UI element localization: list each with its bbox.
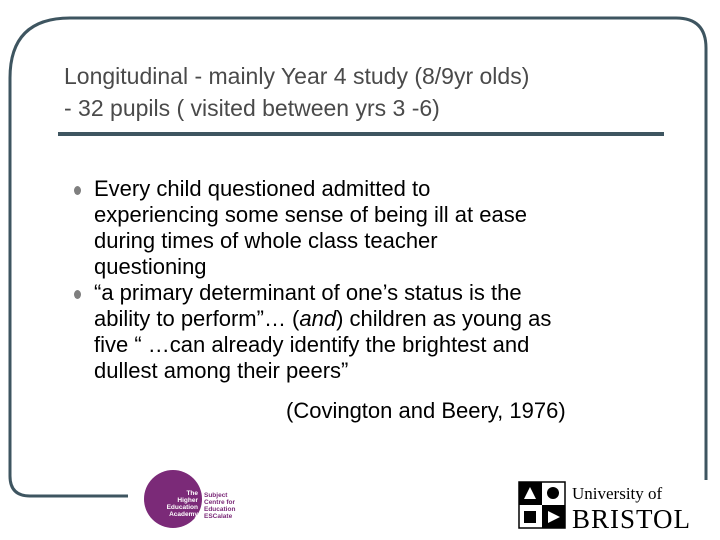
bristol-text: BRISTOL [572, 504, 692, 534]
university-of-text: University of [572, 484, 663, 503]
hea-subject-centre [204, 492, 235, 520]
university-of-bristol-logo [518, 481, 692, 534]
hea-line-2: Higher [177, 497, 198, 504]
bristol-crest-icon [518, 481, 566, 529]
higher-education-academy-logo [144, 470, 244, 530]
slide-title [64, 60, 674, 124]
hea-side-line-2: Centre for [204, 499, 236, 506]
hea-line-4: Academy [169, 511, 198, 518]
bullet-2-line-2 [94, 306, 674, 332]
title-line-2: - 32 pupils ( visited between yrs 3 -6) [64, 95, 440, 121]
bullet-1-line-2: experiencing some sense of being ill at ease [94, 202, 527, 227]
bullet-2-line-2-b: ) children as young as [336, 306, 552, 331]
hea-line-3: Education [166, 504, 198, 511]
bullet-item-1 [74, 176, 674, 280]
bullet-2-line-4: dullest among their peers” [94, 358, 349, 383]
hea-side-line-4: ESCalate [204, 513, 233, 520]
bullet-2-line-1: “a primary determinant of one’s status is the [94, 280, 522, 305]
title-divider [58, 132, 664, 136]
hea-side-line-1: Subject [204, 492, 228, 499]
hea-side-line-3: Education [204, 506, 236, 513]
bullet-item-2 [74, 280, 674, 384]
bullet-1-line-3: during times of whole class teacher [94, 228, 438, 253]
bullet-2-emphasis: and [299, 306, 337, 331]
bullet-1-line-1: Every child questioned admitted to [94, 176, 431, 201]
bullet-2-line-2-a: ability to perform”… ( [94, 306, 300, 331]
title-line-1: Longitudinal - mainly Year 4 study (8/9yr olds) [64, 63, 530, 89]
bullet-dot-icon [74, 290, 81, 299]
citation: (Covington and Beery, 1976) [286, 398, 566, 423]
hea-circle [144, 470, 202, 528]
bullet-list [74, 176, 674, 384]
bullet-1-line-4: questioning [94, 254, 207, 279]
bullet-2-line-3: five “ …can already identify the brightest and [94, 332, 530, 357]
hea-line-1: The [186, 490, 198, 497]
bullet-dot-icon [74, 186, 81, 195]
